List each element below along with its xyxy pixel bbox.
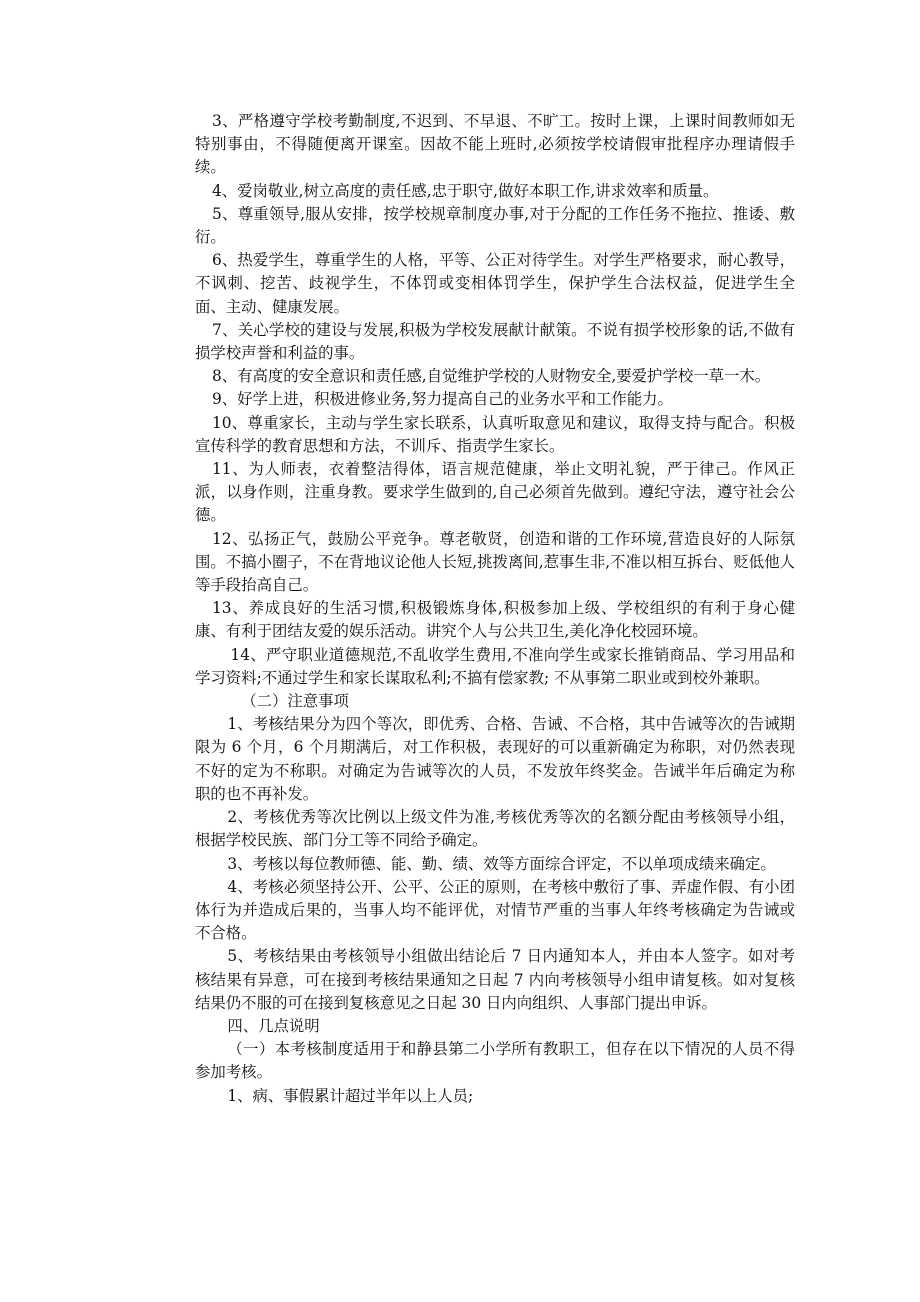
paragraph-explanation-1: （一）本考核制度适用于和静县第二小学所有教职工，但存在以下情况的人员不得参加考核。 [195, 1040, 795, 1082]
paragraph-note-5: 5、考核结果由考核领导小组做出结论后 7 日内通知本人，并由本人签字。如对考核结果有异意，可在接到考核结果通知之日起 7 内向考核领导小组申请复核。如对复核结果仍不服的可在接到复核意见之日起 30 日内向组织、人事部门提出申诉。 [195, 947, 795, 1012]
paragraph-rule-11: 11、为人师表，衣着整洁得体，语言规范健康，举止文明礼貌，严于律己。作风正派，以身作则，注重身教。要求学生做到的,自己必须首先做到。遵纪守法，遵守社会公德。 [195, 460, 795, 525]
section-heading-notes: （二）注意事项 [241, 692, 349, 711]
section-heading-explanations: 四、几点说明 [227, 1016, 320, 1035]
paragraph-rule-13: 13、养成良好的生活习惯,积极锻炼身体,积极参加上级、学校组织的有利于身心健康、有利于团结友爱的娱乐活动。讲究个人与公共卫生,美化净化校园环境。 [195, 599, 795, 641]
document-body [195, 110, 795, 1108]
paragraph-rule-4: 4、爱岗敬业,树立高度的责任感,忠于职守,做好本职工作,讲求效率和质量。 [211, 181, 719, 200]
paragraph-rule-7: 7、关心学校的建设与发展,积极为学校发展献计献策。不说有损学校形象的话,不做有损学校声誉和利益的事。 [195, 320, 795, 363]
paragraph-rule-10: 10、尊重家长，主动与学生家长联系，认真听取意见和建议，取得支持与配合。积极宣传科学的教育思想和方法，不训斥、指责学生家长。 [195, 413, 795, 455]
paragraph-rule-12: 12、弘扬正气，鼓励公平竞争。尊老敬贤，创造和谐的工作环境,营造良好的人际氛围。不搞小圈子，不在背地议论他人长短,挑拨离间,惹事生非,不准以相互拆台、贬低他人等手段抬高自己。 [195, 529, 795, 595]
paragraph-note-2: 2、考核优秀等次比例以上级文件为准,考核优秀等次的名额分配由考核领导小组，根据学校民族、部门分工等不同给予确定。 [195, 808, 795, 850]
paragraph-rule-5: 5、尊重领导,服从安排，按学校规章制度办事,对于分配的工作任务不拖拉、推诿、敷衍。 [195, 204, 795, 247]
paragraph-note-4: 4、考核必须坚持公开、公平、公正的原则，在考核中敷衍了事、弄虚作假、有小团体行为并造成后果的，当事人均不能评优，对情节严重的当事人年终考核确定为告诫或不合格。 [195, 877, 795, 943]
paragraph-note-3: 3、考核以每位教师德、能、勤、绩、效等方面综合评定，不以单项成绩来确定。 [227, 854, 776, 873]
paragraph-rule-3: 3、严格遵守学校考勤制度,不迟到、不早退、不旷工。按时上课，上课时间教师如无特别事由，不得随便离开课室。因故不能上班时,必须按学校请假审批程序办理请假手续。 [195, 112, 795, 177]
paragraph-note-1: 1、考核结果分为四个等次，即优秀、合格、告诫、不合格，其中告诫等次的告诫期限为 6 个月，6 个月期满后，对工作积极，表现好的可以重新确定为称职，对仍然表现不好的定为不称职。对确定为告诫等次的人员，不发放年终奖金。告诫半年后确定为称职的也不再补发。 [195, 715, 795, 803]
paragraph-explanation-item-1: 1、病、事假累计超过半年以上人员; [227, 1086, 474, 1105]
paragraph-rule-6: 6、热爱学生，尊重学生的人格，平等、公正对待学生。对学生严格要求，耐心教导，不讽刺、挖苦、歧视学生，不体罚或变相体罚学生，保护学生合法权益，促进学生全面、主动、健康发展。 [195, 251, 795, 316]
paragraph-rule-8: 8、有高度的安全意识和责任感,自觉维护学校的人财物安全,要爱护学校一草一木。 [211, 367, 771, 386]
paragraph-rule-14: 14、严守职业道德规范,不乱收学生费用,不准向学生或家长推销商品、学习用品和学习资料;不通过学生和家长谋取私利;不搞有偿家教; 不从事第二职业或到校外兼职。 [195, 645, 795, 687]
paragraph-rule-9: 9、好学上进，积极进修业务,努力提高自己的业务水平和工作能力。 [211, 390, 673, 409]
